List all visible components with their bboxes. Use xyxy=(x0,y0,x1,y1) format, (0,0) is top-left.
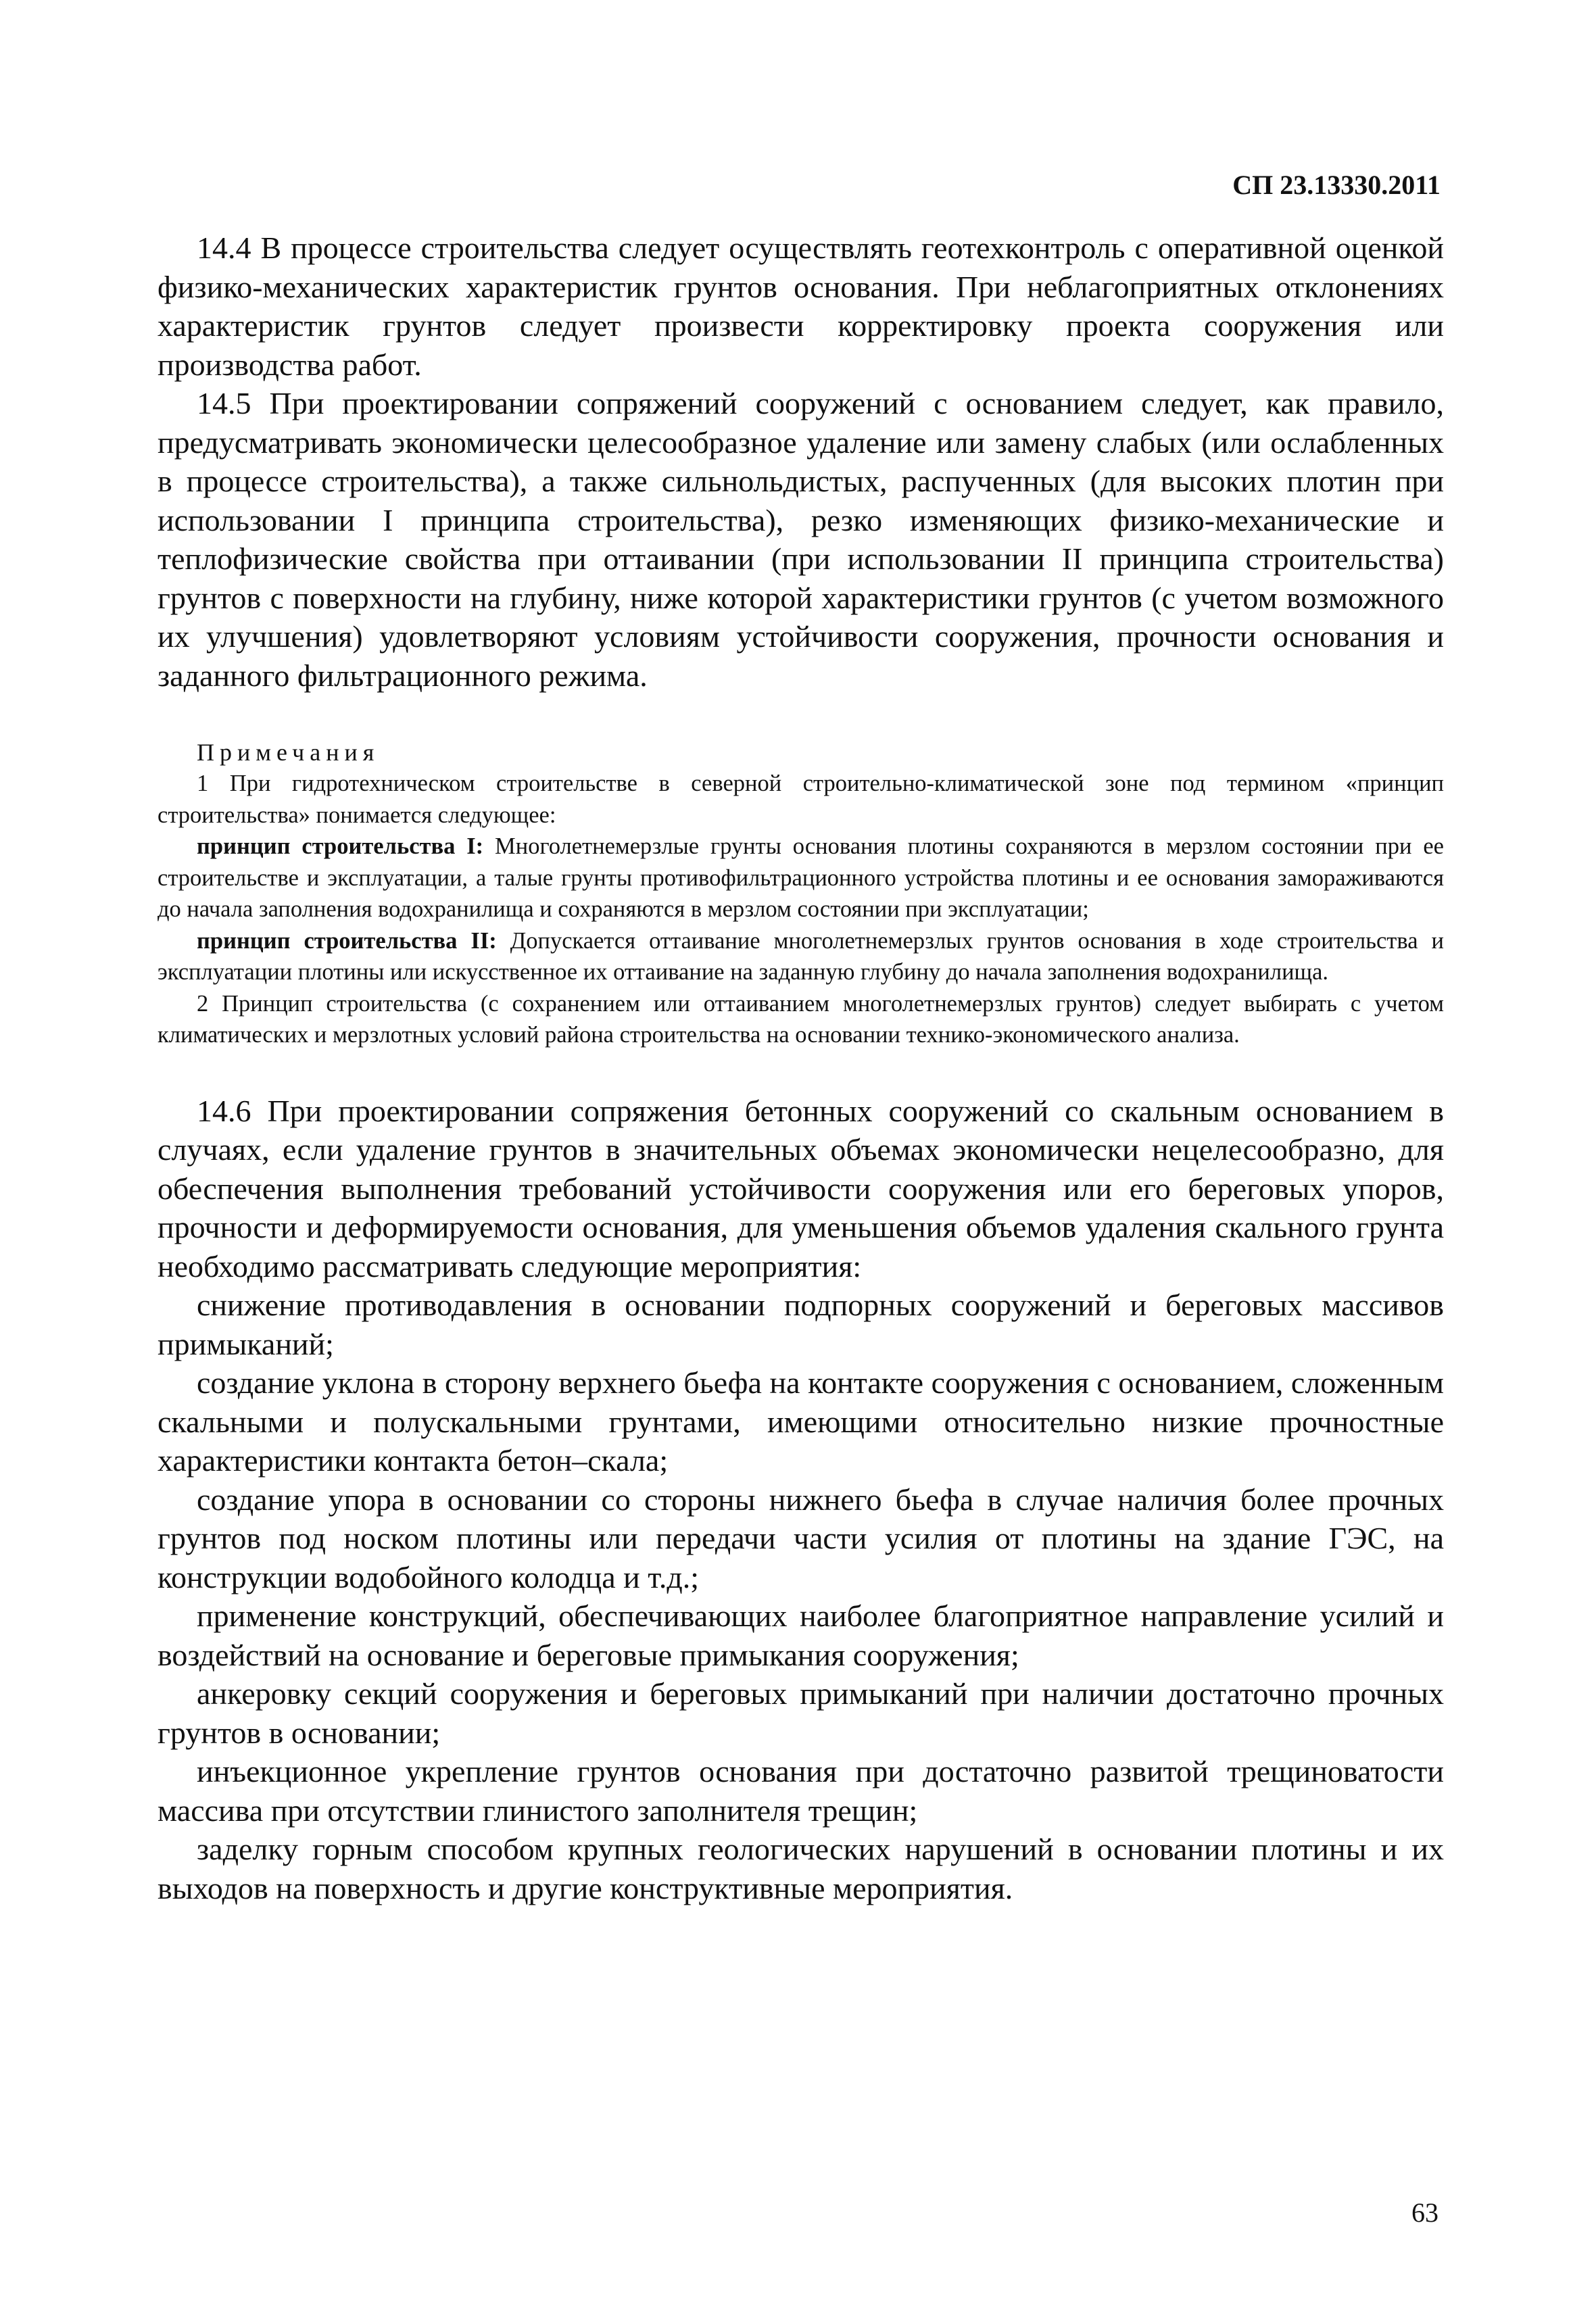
measure-item: применение конструкций, обеспечивающих наиболее благоприятное направление усилий и воздействий на основание и береговые примыкания сооружения; xyxy=(158,1599,1444,1672)
document-code: СП 23.13330.2011 xyxy=(1232,170,1441,200)
measure-item: создание уклона в сторону верхнего бьефа на контакте сооружения с основанием, сложенным скальными и полускальными грунтами, имеющими относительно низкие прочностные характеристики контакта бетон–скала; xyxy=(158,1365,1444,1478)
note-principle-2 xyxy=(158,925,1444,988)
page-content xyxy=(158,228,1444,1907)
principle-2-text: Допускается оттаивание многолетнемерзлых грунтов основания в ходе строительства и эксплуатации плотины или искусственное их оттаивание на заданную глубину до начала заполнения водохранилища. xyxy=(158,927,1444,985)
page-number: 63 xyxy=(1411,2197,1438,2228)
measure-item: создание упора в основании со стороны нижнего бьефа в случае наличия более прочных грунтов под носком плотины или передачи части усилия от плотины на здание ГЭС, на конструкции водобойного колодца и т.д.; xyxy=(158,1482,1444,1594)
paragraph-14-4: 14.4 В процессе строительства следует осуществлять геотехконтроль с оперативной оценкой физико-механических характеристик грунтов основания. При неблагоприятных отклонениях характеристик грунтов следует произвести корректировку проекта сооружения или производства работ. xyxy=(158,230,1444,382)
note-1-intro: 1 При гидротехническом строительстве в северной строительно-климатической зоне под термином «принцип строительства» понимается следующее: xyxy=(158,771,1444,828)
notes-block xyxy=(158,737,1444,1051)
measure-item: заделку горным способом крупных геологических нарушений в основании плотины и их выходов на поверхность и другие конструктивные мероприятия. xyxy=(158,1832,1444,1905)
notes-title: Примечания xyxy=(197,739,380,766)
measure-item: снижение противодавления в основании подпорных сооружений и береговых массивов примыканий; xyxy=(158,1288,1444,1361)
principle-1-text: Многолетнемерзлые грунты основания плотины сохраняются в мерзлом состоянии при ее строительстве и эксплуатации, а талые грунты противофильтрационного устройства плотины и ее основания замораживаются до начала заполнения водохранилища и сохраняются в мерзлом состоянии при эксплуатации; xyxy=(158,833,1444,922)
note-principle-1 xyxy=(158,831,1444,925)
paragraph-14-5: 14.5 При проектировании сопряжений сооружений с основанием следует, как правило, предусматривать экономически целесообразное удаление или замену слабых (или ослабленных в процессе строительства), а также сильнольдистых, распученных (для высоких плотин при использовании I принципа строительства), резко изменяющих физико-механические и теплофизические свойства при оттаивании (при использовании II принципа строительства) грунтов с поверхности на глубину, ниже которой характеристики грунтов (с учетом возможного их улучшения) удовлетворяют условиям устойчивости сооружения, прочности основания и заданного фильтрационного режима. xyxy=(158,386,1444,693)
measure-item: анкеровку секций сооружения и береговых примыканий при наличии достаточно прочных грунтов в основании; xyxy=(158,1676,1444,1750)
principle-1-term: принцип строительства I: xyxy=(197,833,484,859)
principle-2-term: принцип строительства II: xyxy=(197,927,497,954)
paragraph-14-6-intro: 14.6 При проектировании сопряжения бетонных сооружений со скальным основанием в случаях, если удаление грунтов в значительных объемах экономически нецелесообразно, для обеспечения выполнения требований устойчивости сооружения или его береговых упоров, прочности и деформируемости основания, для уменьшения объемов удаления скального грунта необходимо рассматривать следующие мероприятия: xyxy=(158,1093,1444,1284)
note-2: 2 Принцип строительства (с сохранением или оттаиванием многолетнемерзлых грунтов) следует выбирать с учетом климатических и мерзлотных условий района строительства на основании технико-экономического анализа. xyxy=(158,990,1444,1048)
measure-item: инъекционное укрепление грунтов основания при достаточно развитой трещиноватости массива при отсутствии глинистого заполнителя трещин; xyxy=(158,1754,1444,1828)
